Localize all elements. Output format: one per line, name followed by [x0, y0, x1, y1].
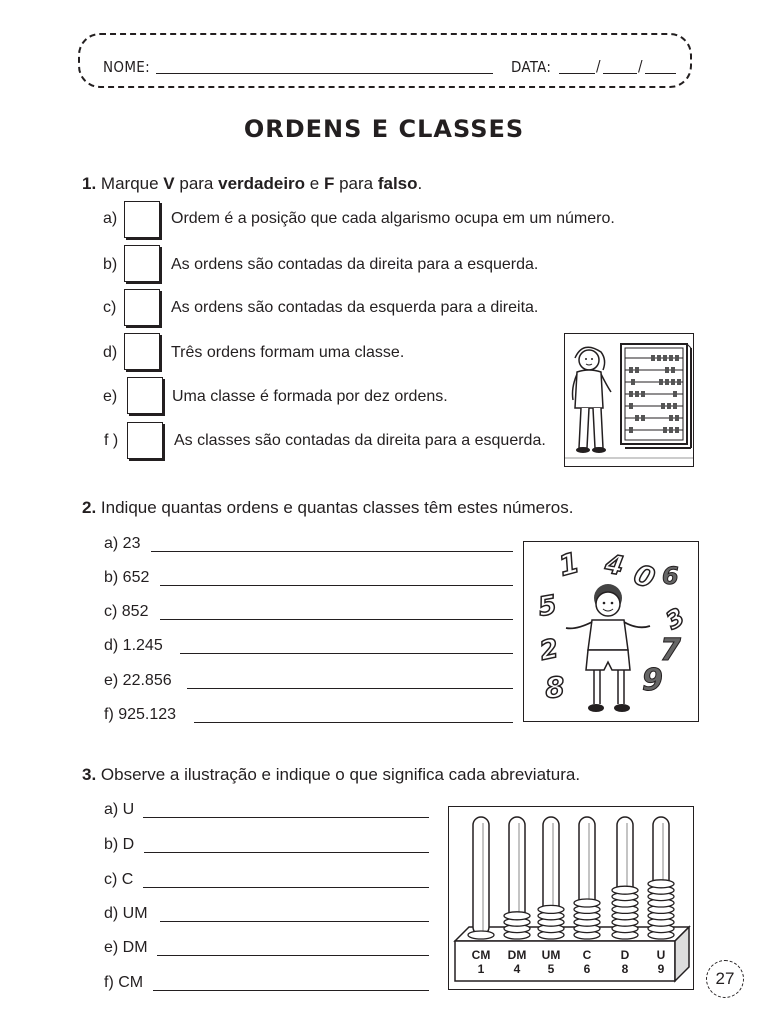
floating-digit: 7: [660, 633, 681, 668]
answer-box-e[interactable]: [127, 377, 163, 414]
abacus-place-value: 5: [547, 962, 555, 976]
statement-text: Ordem é a posição que cada algarismo ocupa em um número.: [171, 210, 615, 227]
question-number: 1.: [82, 174, 97, 193]
date-separator: /: [638, 57, 643, 75]
floating-digit: 5: [536, 590, 560, 623]
answer-box-b[interactable]: [124, 245, 160, 282]
statement-text: As classes são contadas da direita para a esquerda.: [174, 432, 546, 449]
item-letter: a): [103, 210, 118, 227]
answer-line[interactable]: [194, 722, 513, 723]
floating-digit: 4: [602, 549, 626, 583]
floating-digit: 2: [537, 633, 562, 667]
abacus-place-label: DM: [507, 948, 527, 962]
abacus-bead: [468, 931, 494, 939]
question-number: 2.: [82, 498, 97, 517]
floating-digit: 1: [555, 545, 583, 583]
abacus-icon: [449, 807, 694, 990]
abacus-bead: [538, 905, 564, 913]
abbreviation-item: c) C: [104, 871, 134, 888]
number-item: a) 23: [104, 535, 141, 552]
date-label: DATA:: [511, 58, 552, 76]
abacus-bead: [574, 899, 600, 907]
answer-line[interactable]: [160, 585, 513, 586]
statement-text: Três ordens formam uma classe.: [171, 344, 405, 361]
item-letter: d): [103, 344, 118, 361]
number-item: c) 852: [104, 603, 149, 620]
page-number: 27: [706, 960, 744, 998]
item-letter: c): [103, 299, 117, 316]
answer-line[interactable]: [160, 921, 429, 922]
abbreviation-item: b) D: [104, 836, 135, 853]
answer-line[interactable]: [143, 817, 429, 818]
floating-digit: 8: [543, 670, 567, 705]
answer-line[interactable]: [187, 688, 513, 689]
date-month-field[interactable]: [603, 73, 637, 74]
question-1: 1. Marque V para verdadeiro e F para falso.: [82, 174, 423, 193]
statement-text: Uma classe é formada por dez ordens.: [172, 388, 448, 405]
abbreviation-item: d) UM: [104, 905, 148, 922]
floating-digit: 9: [642, 663, 663, 698]
abacus-place-value: 8: [621, 962, 629, 976]
abbreviation-item: f) CM: [104, 974, 144, 991]
statement-text: As ordens são contadas da esquerda para a direita.: [171, 299, 539, 316]
answer-line[interactable]: [153, 990, 429, 991]
abacus-place-label: UM: [541, 948, 561, 962]
floating-digit: 6: [662, 562, 679, 590]
answer-line[interactable]: [160, 619, 513, 620]
abacus-place-value: 9: [657, 962, 665, 976]
abacus-place-label: C: [582, 948, 592, 962]
number-item: f) 925.123: [104, 706, 177, 723]
abacus-bead: [648, 880, 674, 888]
abacus-place-value: 1: [477, 962, 485, 976]
abbreviation-item: a) U: [104, 801, 135, 818]
floating-digit: 3: [661, 602, 690, 636]
item-letter: b): [103, 256, 118, 273]
question-3: 3. Observe a ilustração e indique o que significa cada abreviatura.: [82, 765, 581, 784]
answer-line[interactable]: [151, 551, 513, 552]
abacus-place-value: 6: [583, 962, 591, 976]
answer-box-c[interactable]: [124, 289, 160, 326]
name-label: NOME:: [103, 58, 150, 76]
name-field[interactable]: [156, 73, 493, 74]
boy-with-numbers-illustration: [523, 541, 699, 722]
answer-line[interactable]: [180, 653, 513, 654]
abacus-bead: [504, 912, 530, 920]
girl-with-abacus-illustration: [564, 333, 694, 467]
item-letter: f ): [104, 432, 119, 449]
number-item: b) 652: [104, 569, 150, 586]
abacus-bead: [612, 886, 638, 894]
floating-digit: 0: [629, 557, 660, 596]
abbreviation-item: e) DM: [104, 939, 148, 956]
boy-with-numbers-icon: [524, 542, 699, 722]
girl-with-abacus-icon: [565, 334, 694, 467]
date-year-field[interactable]: [645, 73, 676, 74]
statement-text: As ordens são contadas da direita para a esquerda.: [171, 256, 539, 273]
number-item: d) 1.245: [104, 637, 163, 654]
answer-line[interactable]: [143, 887, 429, 888]
abacus-place-label: CM: [471, 948, 491, 962]
page-title: ORDENS E CLASSES: [243, 115, 525, 143]
abacus-rods: [468, 817, 674, 939]
abacus-place-value: 4: [513, 962, 521, 976]
abacus-place-label: D: [620, 948, 630, 962]
question-2: 2. Indique quantas ordens e quantas classes têm estes números.: [82, 498, 574, 517]
date-separator: /: [596, 57, 601, 75]
answer-box-a[interactable]: [124, 201, 160, 238]
answer-line[interactable]: [157, 955, 429, 956]
answer-box-d[interactable]: [124, 333, 160, 370]
abacus-illustration: [448, 806, 694, 990]
answer-box-f[interactable]: [127, 422, 163, 459]
date-day-field[interactable]: [559, 73, 595, 74]
answer-line[interactable]: [144, 852, 429, 853]
question-number: 3.: [82, 765, 97, 784]
abacus-rod: [473, 817, 489, 935]
item-letter: e): [103, 388, 118, 405]
number-item: e) 22.856: [104, 672, 172, 689]
abacus-place-label: U: [656, 948, 666, 962]
